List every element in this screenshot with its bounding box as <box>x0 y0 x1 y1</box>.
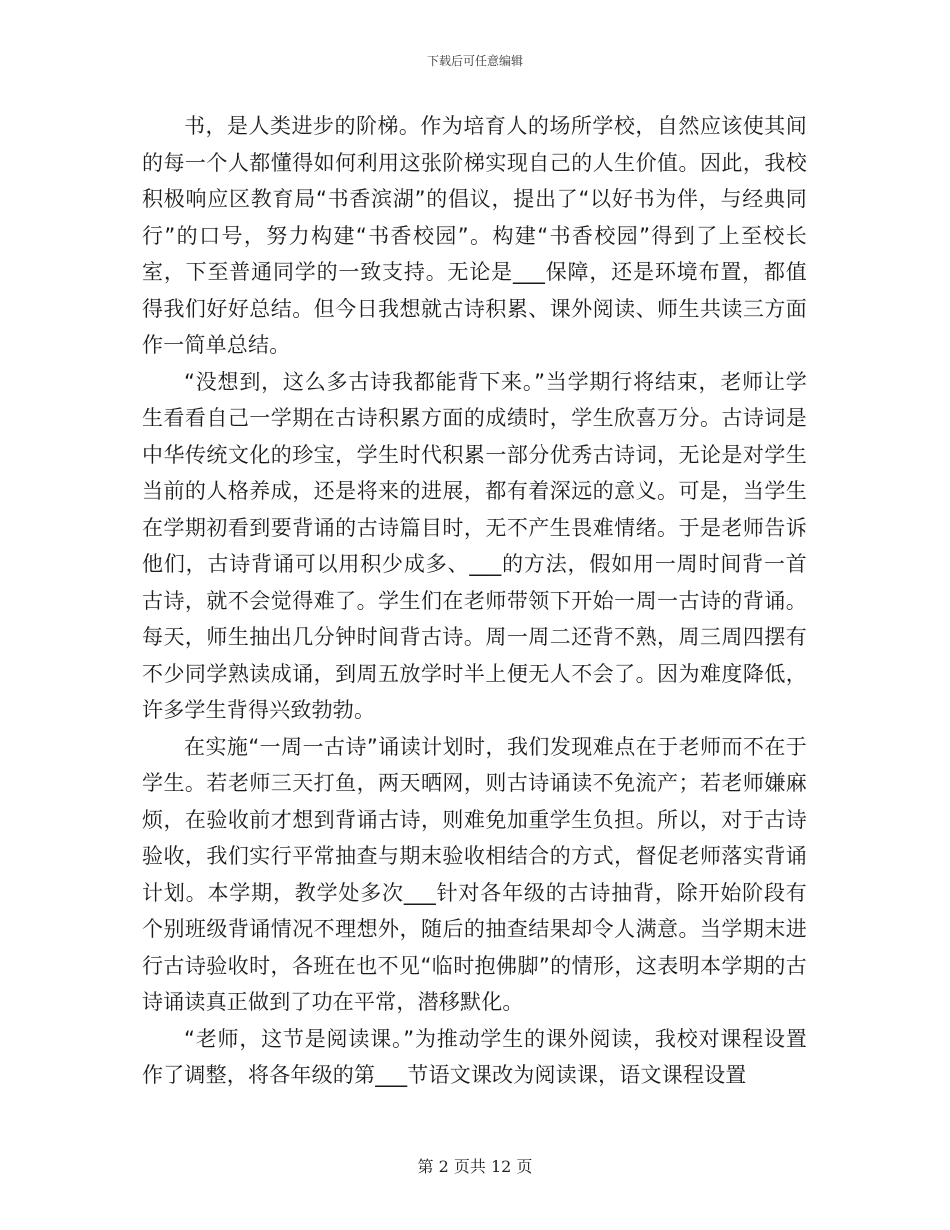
paragraph-1: 书，是人类进步的阶梯。作为培育人的场所学校，自然应该使其间的每一个人都懂得如何利用这张阶梯实现自己的人生价值。因此，我校积极响应区教育局“书香滨湖”的倡议，提出了“以好书为伴，与经典同行”的口号，努力构建“书香校园”。构建“书香校园”得到了上至校长室，下至普通同学的一致支持。无论是___保障，还是环境布置，都值得我们好好总结。但今日我想就古诗积累、课外阅读、师生共读三方面作一简单总结。 <box>142 114 807 357</box>
document-body <box>142 108 807 1094</box>
paragraph-2: “没想到，这么多古诗我都能背下来。”当学期行将结束，老师让学生看看自己一学期在古诗积累方面的成绩时，学生欣喜万分。古诗词是中华传统文化的珍宝，学生时代积累一部分优秀古诗词，无论是对学生当前的人格养成，还是将来的进展，都有着深远的意义。可是，当学生在学期初看到要背诵的古诗篇目时，无不产生畏难情绪。于是老师告诉他们，古诗背诵可以用积少成多、___的方法，假如用一周时间背一首古诗，就不会觉得难了。学生们在老师带领下开始一周一古诗的背诵。每天，师生抽出几分钟时间背古诗。周一周二还背不熟，周三周四摆有不少同学熟读成诵，到周五放学时半上便无人不会了。因为难度降低，许多学生背得兴致勃勃。 <box>142 369 807 722</box>
page-number-footer: 第 2 页共 12 页 <box>417 1157 533 1176</box>
paragraph-3: 在实施“一周一古诗”诵读计划时，我们发现难点在于老师而不在于学生。若老师三天打鱼，两天晒网，则古诗诵读不免流产；若老师嫌麻烦，在验收前才想到背诵古诗，则难免加重学生负担。所以，对于古诗验收，我们实行平常抽查与期末验收相结合的方式，督促老师落实背诵计划。本学期，教学处多次___针对各年级的古诗抽背，除开始阶段有个别班级背诵情况不理想外，随后的抽查结果却令人满意。当学期末进行古诗验收时，各班在也不见“临时抱佛脚”的情形，这表明本学期的古诗诵读真正做到了功在平常，潜移默化。 <box>142 734 807 1014</box>
page-header: 下载后可任意编辑 <box>426 54 523 68</box>
paragraph-4: “老师，这节是阅读课。”为推动学生的课外阅读，我校对课程设置作了调整，将各年级的第___节语文课改为阅读课，语文课程设置 <box>142 1026 807 1087</box>
